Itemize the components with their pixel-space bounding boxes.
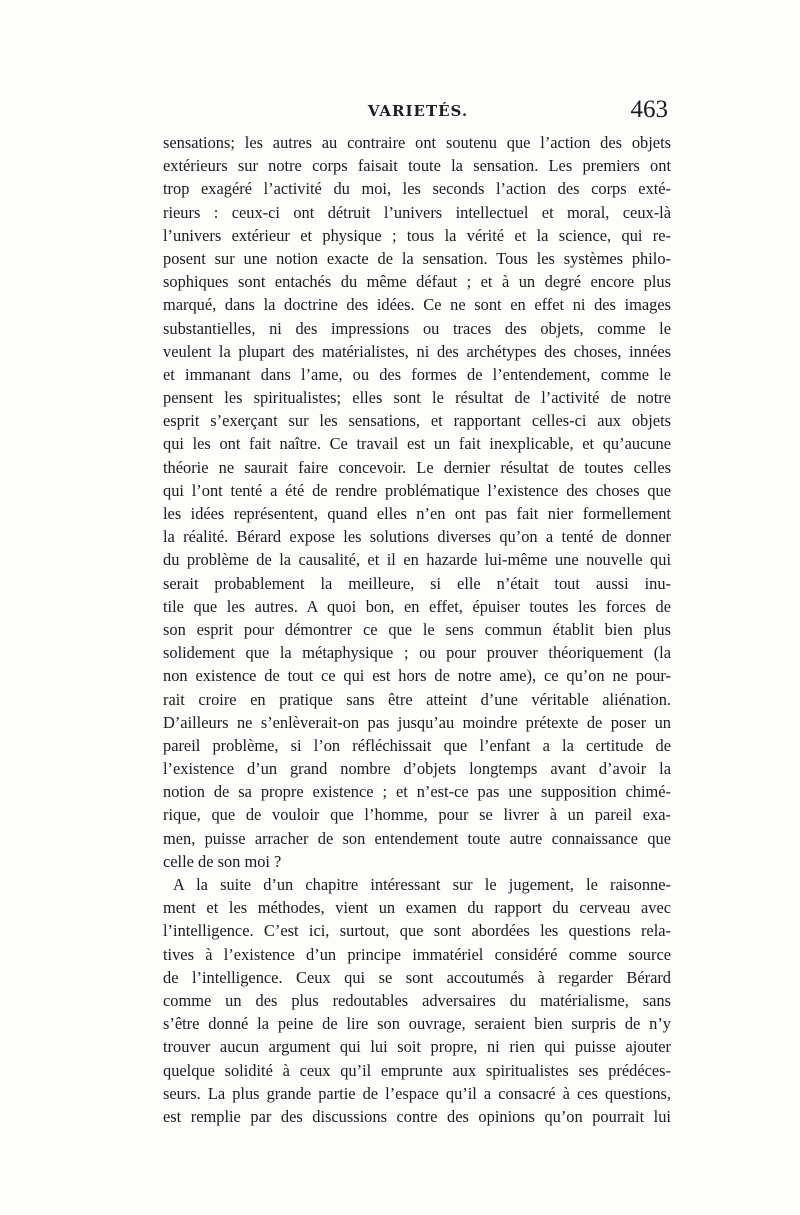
text-line: solidement que la métaphysique ; ou pour prouver théoriquement (la (163, 643, 671, 663)
running-title: VARIETÉS. (367, 102, 469, 120)
text-line: s’être donné la peine de lire son ouvrage, seraient bien surpris de n’y (163, 1014, 671, 1034)
text-line: trouver aucun argument qui lui soit propre, ni rien qui puisse ajouter (163, 1037, 671, 1057)
text-line: du problème de la causalité, et il en hazarde lui-même une nouvelle qui (163, 550, 671, 570)
page-header (168, 96, 668, 126)
text-line: de l’intelligence. Ceux qui se sont accoutumés à regarder Bérard (163, 967, 671, 987)
text-line: esprit s’exerçant sur les sensations, et rapportant celles-ci aux objets (163, 411, 671, 431)
text-line: A la suite d’un chapitre intéressant sur le jugement, le raisonne- (173, 875, 671, 894)
text-line: quelque solidité à ceux qu’il emprunte aux spiritualistes ses prédéces- (163, 1060, 671, 1080)
body-text (163, 131, 671, 1128)
text-line: ment et les méthodes, vient un examen du rapport du cerveau avec (163, 898, 671, 918)
text-line: non existence de tout ce qui est hors de notre ame), ce qu’on ne pour- (163, 666, 671, 686)
text-line: D’ailleurs ne s’enlèverait-on pas jusqu’au moindre prétexte de poser un (163, 712, 671, 732)
text-line: son esprit pour démontrer ce que le sens commun établit bien plus (163, 619, 671, 639)
text-line: seurs. La plus grande partie de l’espace qu’il a consacré à ces questions, (163, 1083, 671, 1103)
text-line: est remplie par des discussions contre des opinions qu’on pourrait lui (163, 1106, 671, 1126)
text-line: l’existence d’un grand nombre d’objets longtemps avant d’avoir la (163, 759, 671, 779)
text-line: rique, que de vouloir que l’homme, pour se livrer à un pareil exa- (163, 805, 671, 825)
text-line: posent sur une notion exacte de la sensation. Tous les systèmes philo- (163, 248, 671, 268)
text-line: tile que les autres. A quoi bon, en effet, épuiser toutes les forces de (163, 596, 671, 616)
text-line: rait croire en pratique sans être atteint d’une véritable aliénation. (163, 689, 671, 709)
text-line: sensations; les autres au contraire ont soutenu que l’action des objets (163, 133, 671, 152)
text-line: les idées représentent, quand elles n’en ont pas fait nier formellement (163, 504, 671, 523)
text-line: pensent les spiritualistes; elles sont le résultat de l’activité de notre (163, 388, 671, 408)
text-line: serait probablement la meilleure, si elle n’était tout aussi inu- (163, 573, 671, 593)
text-line: qui les ont fait naître. Ce travail est un fait inexplicable, et qu’aucune (163, 434, 671, 454)
text-line: et immanant dans l’ame, ou des formes de l’entendement, comme le (163, 364, 671, 384)
text-line: notion de sa propre existence ; et n’est-ce pas une supposition chimé- (163, 782, 671, 802)
text-line: théorie ne saurait faire concevoir. Le dernier résultat de toutes celles (163, 457, 671, 477)
text-line: comme un des plus redoutables adversaires du matérialisme, sans (163, 990, 671, 1010)
text-line: qui l’ont tenté a été de rendre problématique l’existence des choses que (163, 480, 671, 500)
text-line: men, puisse arracher de son entendement toute autre connaissance que (163, 828, 671, 848)
text-line: sophiques sont entachés du même défaut ; et à un degré encore plus (163, 272, 671, 292)
text-line: rieurs : ceux-ci ont détruit l’univers intellectuel et moral, ceux-là (163, 202, 671, 222)
text-line: marqué, dans la doctrine des idées. Ce ne sont en effet ni des images (163, 295, 671, 315)
text-line: extérieurs sur notre corps faisait toute la sensation. Les premiers ont (163, 156, 671, 176)
text-line: la réalité. Bérard expose les solutions diverses qu’on a tenté de donner (163, 527, 671, 547)
text-line: substantielles, ni des impressions ou traces des objets, comme le (163, 318, 671, 338)
text-line: tives à l’existence d’un principe immatériel considéré comme source (163, 944, 671, 964)
page-number: 463 (630, 96, 668, 123)
text-line: l’intelligence. C’est ici, surtout, que sont abordées les questions rela- (163, 921, 671, 941)
text-line: pareil problème, si l’on réfléchissait que l’enfant a la certitude de (163, 735, 671, 755)
text-line: l’univers extérieur et physique ; tous la vérité et la science, qui re- (163, 225, 671, 245)
text-line: veulent la plupart des matérialistes, ni des archétypes des choses, innées (163, 341, 671, 361)
text-line: trop exagéré l’activité du moi, les seconds l’action des corps exté- (163, 179, 671, 199)
text-line: celle de son moi ? (163, 851, 282, 871)
